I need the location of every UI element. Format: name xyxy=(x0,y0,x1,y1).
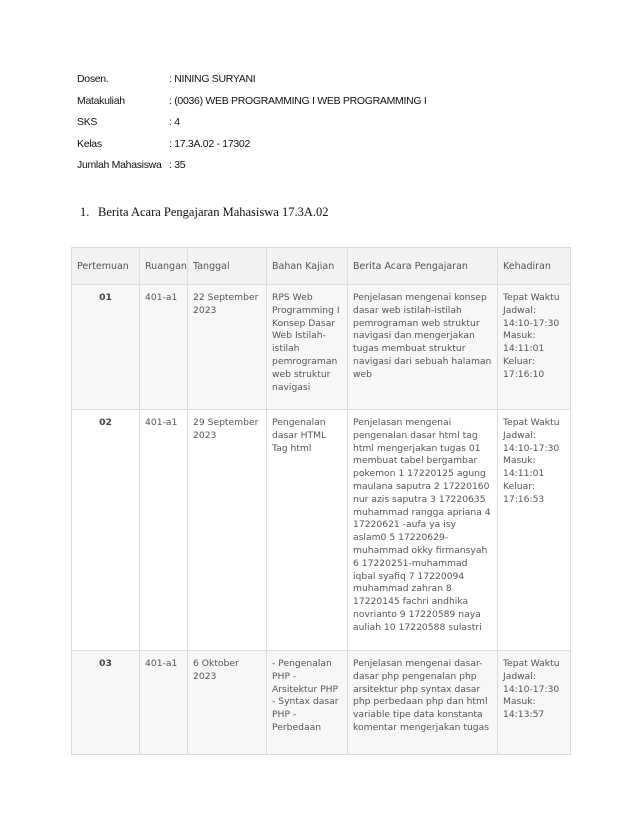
kelas-label: Kelas xyxy=(77,137,102,150)
info-row-sks xyxy=(77,115,427,137)
cell-ruangan: 401-a1 xyxy=(140,651,188,755)
header-bahan-kajian: Bahan Kajian xyxy=(267,248,348,285)
section-title: Berita Acara Pengajaran Mahasiswa 17.3A.02 xyxy=(98,205,329,219)
dosen-label: Dosen. xyxy=(77,73,109,85)
cell-tanggal: 6 Oktober 2023 xyxy=(188,651,267,755)
table-row xyxy=(72,410,571,651)
cell-bahan-kajian: RPS Web Programming I Konsep Dasar Web Istilah-istilah pemrograman web struktur navigasi xyxy=(267,285,348,410)
header-pertemuan: Pertemuan xyxy=(72,248,140,285)
sks-value: : 4 xyxy=(169,116,180,129)
section-heading xyxy=(80,205,328,220)
matakuliah-label: Matakuliah xyxy=(77,94,125,107)
info-row-kelas xyxy=(77,137,427,159)
section-number: 1. xyxy=(80,205,90,219)
cell-bahan-kajian: - Pengenalan PHP - Arsitektur PHP - Syntax dasar PHP - Perbedaan xyxy=(267,651,348,755)
cell-kehadiran: Tepat Waktu Jadwal: 14:10-17:30 Masuk: 14:11:01 Keluar: 17:16:53 xyxy=(498,410,571,651)
matakuliah-value: : (0036) WEB PROGRAMMING I WEB PROGRAMMING I xyxy=(169,94,427,107)
cell-ruangan: 401-a1 xyxy=(140,285,188,410)
jumlah-value: : 35 xyxy=(169,159,186,172)
cell-pertemuan: 01 xyxy=(72,285,140,410)
jumlah-label: Jumlah Mahasiswa xyxy=(77,159,162,172)
cell-berita-acara: Penjelasan mengenai konsep dasar web istilah-istilah pemrograman web struktur navigasi dan mengerjakan tugas membuat struktur navigasi dari sebuah halaman web xyxy=(348,285,498,410)
table-row xyxy=(72,651,571,755)
table-header-row xyxy=(72,248,571,285)
header-berita-acara: Berita Acara Pengajaran xyxy=(348,248,498,285)
cell-berita-acara: Penjelasan mengenai pengenalan dasar html tag html mengerjakan tugas 01 membuat tabel bergambar pokemon 1 17220125 agung maulana saputra 2 17220160 nur azis saputra 3 17220635 muhammad rangga apriana 4 17220621 -aufa ya isy aslam0 5 17220629-muhammad okky firmansyah 6 17220251-muhammad iqbal syafiq 7 17220094 muhammad zahran 8 17220145 fachri andhika novrianto 9 17220589 naya auliah 10 17220588 sulastri xyxy=(348,410,498,651)
header-tanggal: Tanggal xyxy=(188,248,267,285)
header-kehadiran: Kehadiran xyxy=(498,248,571,285)
info-row-dosen xyxy=(77,72,427,94)
table-row xyxy=(72,285,571,410)
cell-pertemuan: 03 xyxy=(72,651,140,755)
cell-berita-acara: Penjelasan mengenai dasar-dasar php pengenalan php arsitektur php syntax dasar php perbedaan php dan html variable tipe data konstanta komentar mengerjakan tugas xyxy=(348,651,498,755)
cell-tanggal: 22 September 2023 xyxy=(188,285,267,410)
header-ruangan: Ruangan xyxy=(140,248,188,285)
info-row-matakuliah xyxy=(77,94,427,116)
kelas-value: : 17.3A.02 - 17302 xyxy=(169,137,250,150)
cell-bahan-kajian: Pengenalan dasar HTML Tag html xyxy=(267,410,348,651)
info-row-jumlah xyxy=(77,158,427,180)
sks-label: SKS xyxy=(77,116,98,129)
cell-kehadiran: Tepat Waktu Jadwal: 14:10-17:30 Masuk: 14:11:01 Keluar: 17:16:10 xyxy=(498,285,571,410)
dosen-value: : NINING SURYANI xyxy=(169,73,256,85)
cell-ruangan: 401-a1 xyxy=(140,410,188,651)
cell-pertemuan: 02 xyxy=(72,410,140,651)
course-info xyxy=(77,72,427,180)
cell-tanggal: 29 September 2023 xyxy=(188,410,267,651)
teaching-report-table xyxy=(71,247,571,755)
cell-kehadiran: Tepat Waktu Jadwal: 14:10-17:30 Masuk: 14:13:57 xyxy=(498,651,571,755)
